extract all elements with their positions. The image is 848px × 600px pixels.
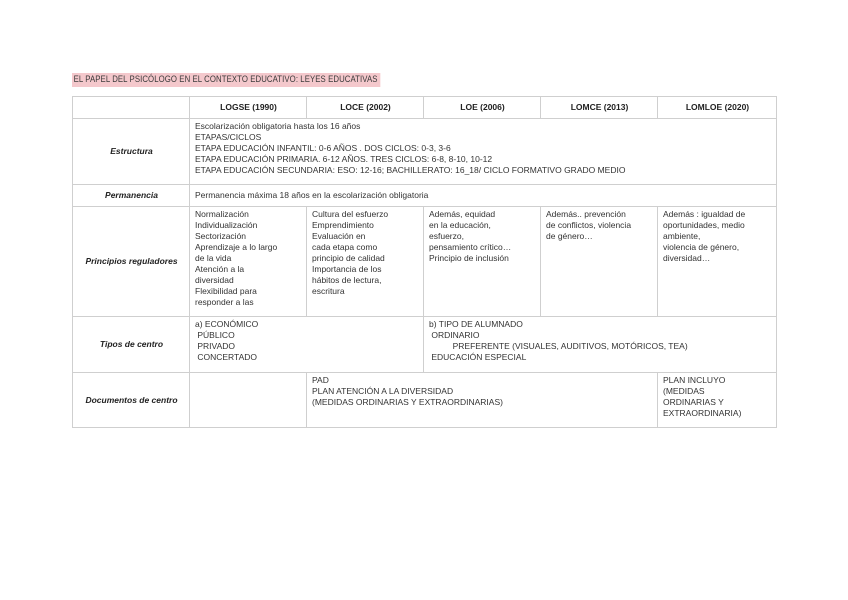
principio-item: Flexibilidad para [195,286,257,296]
principio-item: Principio de inclusión [429,253,509,263]
documento-item: EXTRAORDINARIA) [663,408,742,418]
document-title: EL PAPEL DEL PSICÓLOGO EN EL CONTEXTO EDUCATIVO: LEYES EDUCATIVAS [72,73,380,87]
header-loce: LOCE (2002) [307,97,424,119]
row-label-principios: Principios reguladores [73,207,190,317]
principio-item: Emprendimiento [312,220,374,230]
row-estructura [73,119,777,185]
estructura-line: ETAPA EDUCACIÓN PRIMARIA. 6-12 AÑOS. TRES CICLOS: 6-8, 8-10, 10-12 [195,154,493,164]
principio-item: diversidad… [663,253,711,263]
principio-item: Además, equidad [429,209,496,219]
principio-item: hábitos de lectura, [312,275,382,285]
principios-loe [424,207,541,317]
documento-item: PAD [312,375,329,385]
principio-item: en la educación, [429,220,491,230]
principio-item: Cultura del esfuerzo [312,209,389,219]
tipo-item: ORDINARIO [429,330,480,340]
principio-item: responder a las [195,297,254,307]
row-label-permanencia: Permanencia [73,185,190,207]
documentos-middle [307,373,658,428]
principio-item: principio de calidad [312,253,385,263]
tipos-economico [190,317,424,373]
documentos-lomloe [658,373,777,428]
principio-item: Normalización [195,209,249,219]
documento-item: (MEDIDAS ORDINARIAS Y EXTRAORDINARIAS) [312,397,503,407]
row-tipos [73,317,777,373]
principio-item: diversidad [195,275,234,285]
estructura-line: ETAPA EDUCACIÓN SECUNDARIA: ESO: 12-16; BACHILLERATO: 16_18/ CICLO FORMATIVO GRADO MEDIO [195,165,626,175]
header-lomloe: LOMLOE (2020) [658,97,777,119]
corner-cell [73,97,190,119]
row-principios [73,207,777,317]
principio-item: Evaluación en [312,231,366,241]
tipo-item: EDUCACIÓN ESPECIAL [429,352,527,362]
principio-item: violencia de género, [663,242,740,252]
documento-item: (MEDIDAS [663,386,705,396]
tipos-alumnado [424,317,777,373]
principio-item: cada etapa como [312,242,378,252]
tipo-item: PÚBLICO [195,330,235,340]
tipo-item: b) TIPO DE ALUMNADO [429,319,523,329]
principio-item: Además : igualdad de [663,209,746,219]
row-documentos [73,373,777,428]
header-row [73,97,777,119]
principio-item: Importancia de los [312,264,382,274]
header-loe: LOE (2006) [424,97,541,119]
permanencia-content: Permanencia máxima 18 años en la escolarización obligatoria [190,185,777,207]
estructura-line: ETAPAS/CICLOS [195,132,262,142]
header-logse: LOGSE (1990) [190,97,307,119]
documento-item: PLAN ATENCIÓN A LA DIVERSIDAD [312,386,454,396]
education-laws-table [72,96,777,428]
tipo-item: CONCERTADO [195,352,258,362]
header-lomce: LOMCE (2013) [541,97,658,119]
principio-item: Individualización [195,220,258,230]
row-permanencia [73,185,777,207]
principio-item: de la vida [195,253,232,263]
principios-lomloe [658,207,777,317]
principio-item: escritura [312,286,345,296]
documentos-logse [190,373,307,428]
row-label-tipos: Tipos de centro [73,317,190,373]
principio-item: esfuerzo, [429,231,464,241]
principios-logse [190,207,307,317]
documento-item: ORDINARIAS Y [663,397,724,407]
principio-item: oportunidades, medio [663,220,745,230]
principio-item: de conflictos, violencia [546,220,632,230]
tipo-item: PRIVADO [195,341,235,351]
principio-item: Además.. prevención [546,209,626,219]
row-label-estructura: Estructura [73,119,190,185]
principio-item: Aprendizaje a lo largo [195,242,278,252]
tipo-item: PREFERENTE (VISUALES, AUDITIVOS, MOTÓRICOS, TEA) [429,341,688,351]
principio-item: ambiente, [663,231,701,241]
estructura-content [190,119,777,185]
principio-item: pensamiento crítico… [429,242,512,252]
principios-loce [307,207,424,317]
estructura-line: ETAPA EDUCACIÓN INFANTIL: 0-6 AÑOS . DOS CICLOS: 0-3, 3-6 [195,143,451,153]
row-label-documentos: Documentos de centro [73,373,190,428]
documento-item: PLAN INCLUYO [663,375,726,385]
principios-lomce [541,207,658,317]
principio-item: de género… [546,231,593,241]
tipo-item: a) ECONÓMICO [195,319,259,329]
principio-item: Sectorización [195,231,247,241]
principio-item: Atención a la [195,264,245,274]
estructura-line: Escolarización obligatoria hasta los 16 años [195,121,361,131]
